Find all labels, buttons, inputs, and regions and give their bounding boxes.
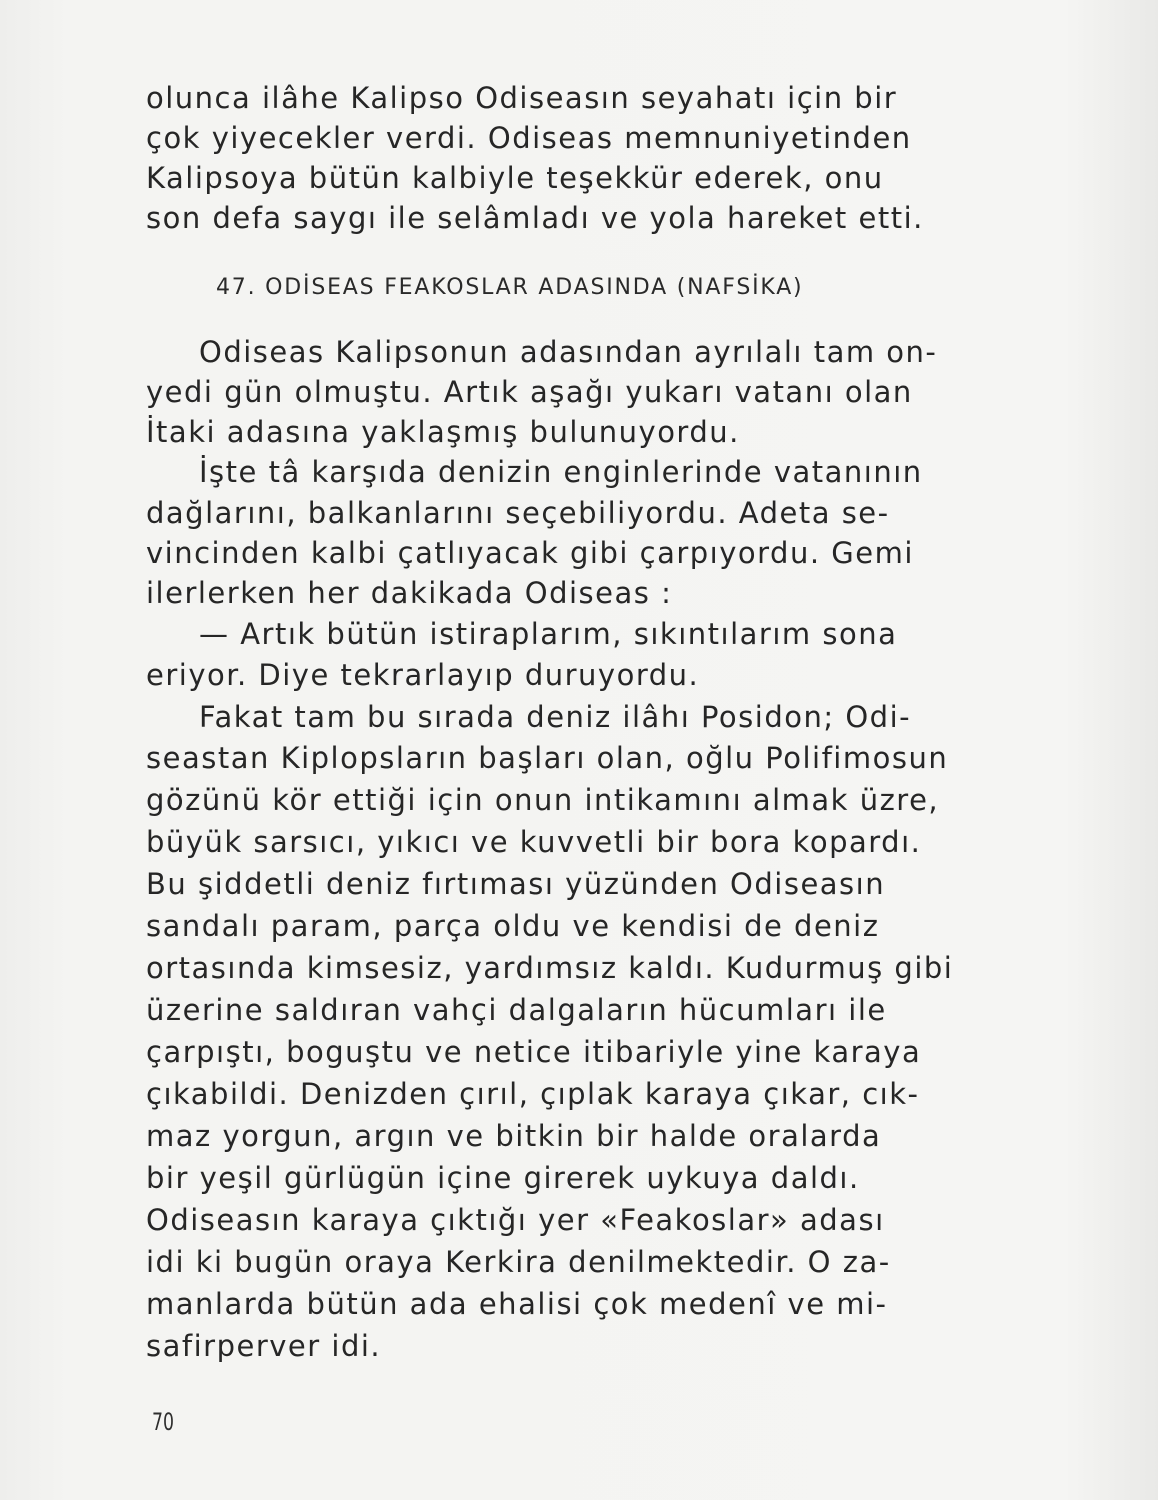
text-line: İşte tâ karşıda denizin enginlerinde vatanının [199, 455, 923, 489]
text-line: büyük sarsıcı, yıkıcı ve kuvvetli bir bora kopardı. [146, 825, 922, 859]
text-line: gözünü kör ettiği için onun intikamını almak üzre, [146, 783, 940, 817]
text-line: ilerlerken her dakikada Odiseas : [146, 576, 673, 610]
text-line: Kalipsoya bütün kalbiyle teşekkür ederek, onu [146, 161, 884, 195]
text-line: son defa saygı ile selâmladı ve yola hareket etti. [146, 201, 924, 235]
text-line: dağlarını, balkanlarını seçebiliyordu. Adeta se- [146, 496, 890, 530]
section-heading: 47. ODİSEAS FEAKOSLAR ADASINDA (NAFSİKA) [216, 275, 804, 300]
text-line: Odiseas Kalipsonun adasından ayrılalı tam on- [199, 335, 938, 369]
text-line: sandalı param, parça oldu ve kendisi de deniz [146, 909, 880, 943]
text-line: bir yeşil gürlügün içine girerek uykuya daldı. [146, 1161, 860, 1195]
text-line: eriyor. Diye tekrarlayıp duruyordu. [146, 658, 700, 692]
text-line: İtaki adasına yaklaşmış bulunuyordu. [146, 415, 740, 449]
text-line: olunca ilâhe Kalipso Odiseasın seyahatı için bir [146, 81, 898, 115]
text-line: idi ki bugün oraya Kerkira denilmektedir. O za- [146, 1245, 891, 1279]
text-line: çarpıştı, boguştu ve netice itibariyle yine karaya [146, 1035, 922, 1069]
text-line: Fakat tam bu sırada deniz ilâhı Posidon; Odi- [199, 700, 912, 734]
text-line: yedi gün olmuştu. Artık aşağı yukarı vatanı olan [146, 375, 913, 409]
text-line: çıkabildi. Denizden çırıl, çıplak karaya çıkar, cık- [146, 1077, 920, 1111]
text-line: seastan Kiplopsların başları olan, oğlu Polifimosun [146, 741, 949, 775]
text-line: ortasında kimsesiz, yardımsız kaldı. Kudurmuş gibi [146, 951, 954, 985]
page-number: 70 [152, 1408, 174, 1436]
text-line: Odiseasın karaya çıktığı yer «Feakoslar» adası [146, 1203, 885, 1237]
text-line: üzerine saldıran vahçi dalgaların hücumları ile [146, 993, 887, 1027]
text-line: manlarda bütün ada ehalisi çok medenî ve mi- [146, 1287, 888, 1321]
text-line: safirperver idi. [146, 1329, 382, 1363]
text-line: çok yiyecekler verdi. Odiseas memnuniyetinden [146, 121, 912, 155]
text-line: vincinden kalbi çatlıyacak gibi çarpıyordu. Gemi [146, 536, 914, 570]
text-line: — Artık bütün istiraplarım, sıkıntılarım sona [199, 617, 898, 651]
text-line: Bu şiddetli deniz fırtıması yüzünden Odiseasın [146, 867, 886, 901]
text-line: maz yorgun, argın ve bitkin bir halde oralarda [146, 1119, 882, 1153]
